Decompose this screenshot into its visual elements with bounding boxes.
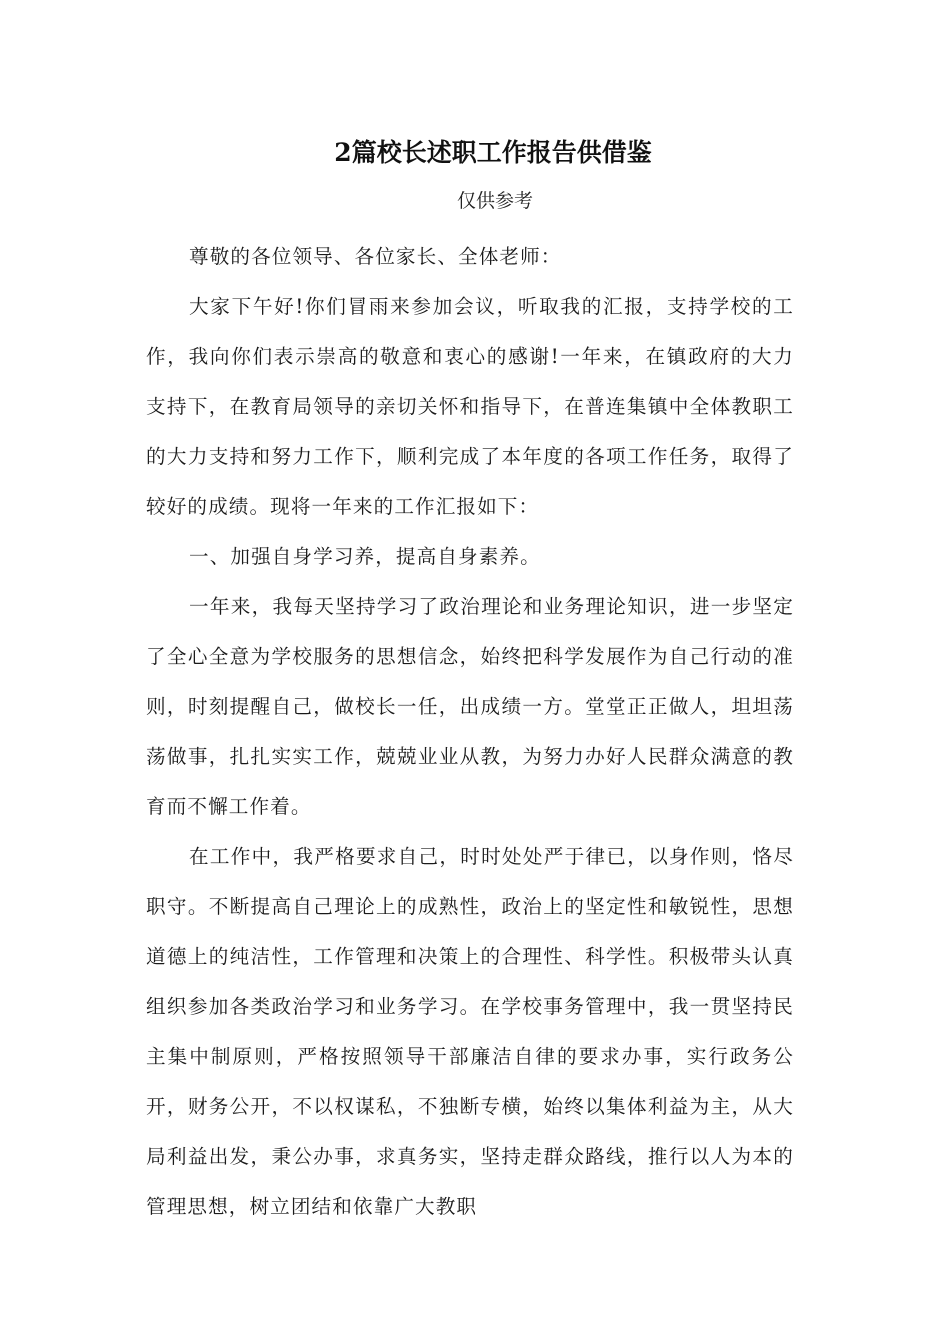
body-paragraph: 一年来，我每天坚持学习了政治理论和业务理论知识，进一步坚定了全心全意为学校服务的思想信念，始终把科学发展作为自己行动的准则，时刻提醒自己，做校长一任，出成绩一方。堂堂正正做人，坦坦荡荡做事，扎扎实实工作，兢兢业业从教，为努力办好人民群众满意的教育而不懈工作着。 bbox=[146, 595, 794, 818]
body-paragraph: 大家下午好!你们冒雨来参加会议，听取我的汇报，支持学校的工作，我向你们表示崇高的敬意和衷心的感谢!一年来，在镇政府的大力支持下，在教育局领导的亲切关怀和指导下，在普连集镇中全体教职工的大力支持和努力工作下，顺利完成了本年度的各项工作任务，取得了较好的成绩。现将一年来的工作汇报如下： bbox=[146, 295, 794, 518]
salutation-paragraph: 尊敬的各位领导、各位家长、全体老师： bbox=[189, 245, 562, 268]
document-title: 2篇校长述职工作报告供借鉴 bbox=[334, 138, 652, 167]
section-heading: 一、加强自身学习养，提高自身素养。 bbox=[189, 545, 541, 568]
document-subtitle: 仅供参考 bbox=[456, 190, 533, 212]
body-paragraph: 在工作中，我严格要求自己，时时处处严于律已，以身作则，恪尽职守。不断提高自己理论上的成熟性，政治上的坚定性和敏锐性，思想道德上的纯洁性，工作管理和决策上的合理性、科学性。积极带头认真组织参加各类政治学习和业务学习。在学校事务管理中，我一贯坚持民主集中制原则，严格按照领导干部廉洁自律的要求办事，实行政务公开，财务公开，不以权谋私，不独断专横，始终以集体利益为主，从大局利益出发，秉公办事，求真务实，坚持走群众路线，推行以人为本的管理思想，树立团结和依靠广大教职 bbox=[146, 845, 794, 1218]
document-body bbox=[146, 232, 794, 1232]
